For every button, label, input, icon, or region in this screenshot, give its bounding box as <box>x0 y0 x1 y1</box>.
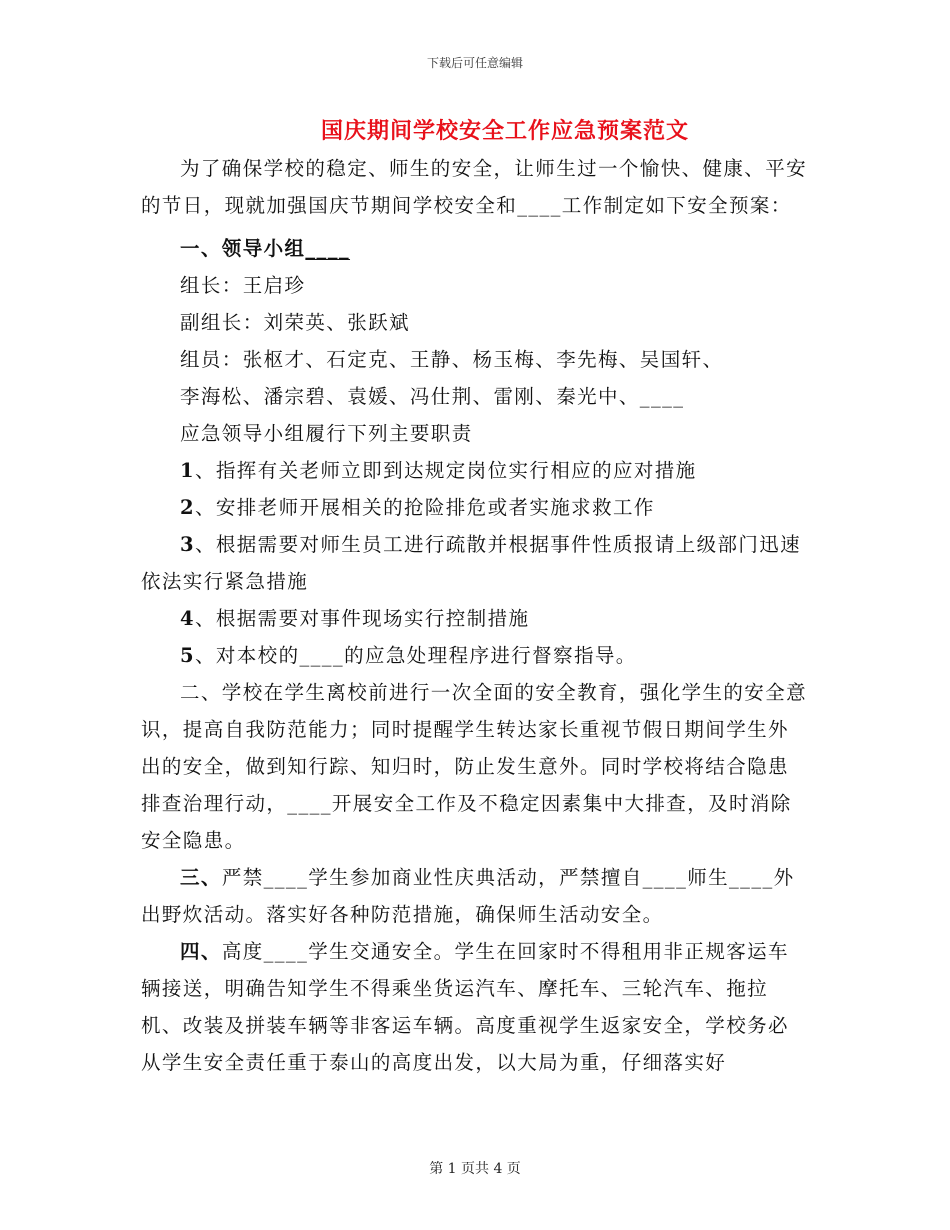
duty-3-number: 3 <box>180 533 195 556</box>
duty-item-5 <box>141 637 809 674</box>
section3-text: 严禁____学生参加商业性庆典活动，严禁擅自____师生____外出野炊活动。落实好各种防范措施，确保师生活动安全。 <box>141 866 795 926</box>
duty-5-number: 5 <box>180 644 195 667</box>
section2-paragraph: 二、学校在学生离校前进行一次全面的安全教育，强化学生的安全意识，提高自我防范能力；同时提醒学生转达家长重视节假日期间学生外出的安全，做到知行踪、知归时，防止发生意外。同时学校将结合隐患排查治理行动，____开展安全工作及不稳定因素集中大排查，及时消除安全隐患。 <box>141 681 808 852</box>
duty-1-number: 1 <box>180 459 195 482</box>
section4-heading: 四、 <box>180 940 222 963</box>
duty-item-2 <box>141 489 809 526</box>
header-note: 下载后可任意编辑 <box>426 56 523 70</box>
members-line-2: 李海松、潘宗碧、袁媛、冯仕荆、雷刚、秦光中、____ <box>180 385 685 408</box>
section3-heading: 三、 <box>180 866 222 889</box>
section1-heading <box>141 230 809 267</box>
duty-4-text: 、根据需要对事件现场实行控制措施 <box>194 607 530 630</box>
vice-leader-line: 副组长：刘荣英、张跃斌 <box>180 311 410 334</box>
intro-paragraph: 为了确保学校的稳定、师生的安全，让师生过一个愉快、健康、平安的节日，现就加强国庆节期间学校安全和____工作制定如下安全预案： <box>141 157 808 217</box>
members-line-1: 组员：张枢才、石定克、王静、杨玉梅、李先梅、吴国轩、 <box>180 348 724 371</box>
leader-line: 组长：王启珍 <box>180 274 306 297</box>
section4-paragraph <box>141 933 809 1081</box>
document-body <box>141 150 809 1081</box>
duty-3-text: 、根据需要对师生员工进行疏散并根据事件性质报请上级部门迅速依法实行紧急措施 <box>141 533 802 593</box>
duties-intro: 应急领导小组履行下列主要职责 <box>180 422 473 445</box>
section1-heading-blank: ____ <box>305 237 351 260</box>
duty-item-4 <box>141 600 809 637</box>
duty-2-number: 2 <box>180 496 195 519</box>
duty-5-text: 、对本校的____的应急处理程序进行督察指导。 <box>194 644 637 667</box>
duty-2-text: 、安排老师开展相关的抢险排危或者实施求救工作 <box>194 496 655 519</box>
document-title: 国庆期间学校安全工作应急预案范文 <box>320 118 689 144</box>
section1-heading-text: 一、领导小组 <box>180 237 306 260</box>
duty-item-1 <box>141 452 809 489</box>
duty-item-3 <box>141 526 809 600</box>
duty-4-number: 4 <box>180 607 195 630</box>
page-footer: 第 1 页共 4 页 <box>429 1161 521 1177</box>
section3-paragraph <box>141 859 809 933</box>
duty-1-text: 、指挥有关老师立即到达规定岗位实行相应的应对措施 <box>194 459 697 482</box>
section4-text: 高度____学生交通安全。学生在回家时不得租用非正规客运车辆接送，明确告知学生不得乘坐货运汽车、摩托车、三轮汽车、拖拉机、改装及拼装车辆等非客运车辆。高度重视学生返家安全，学校务必从学生安全责任重于泰山的高度出发，以大局为重，仔细落实好 <box>141 940 789 1074</box>
